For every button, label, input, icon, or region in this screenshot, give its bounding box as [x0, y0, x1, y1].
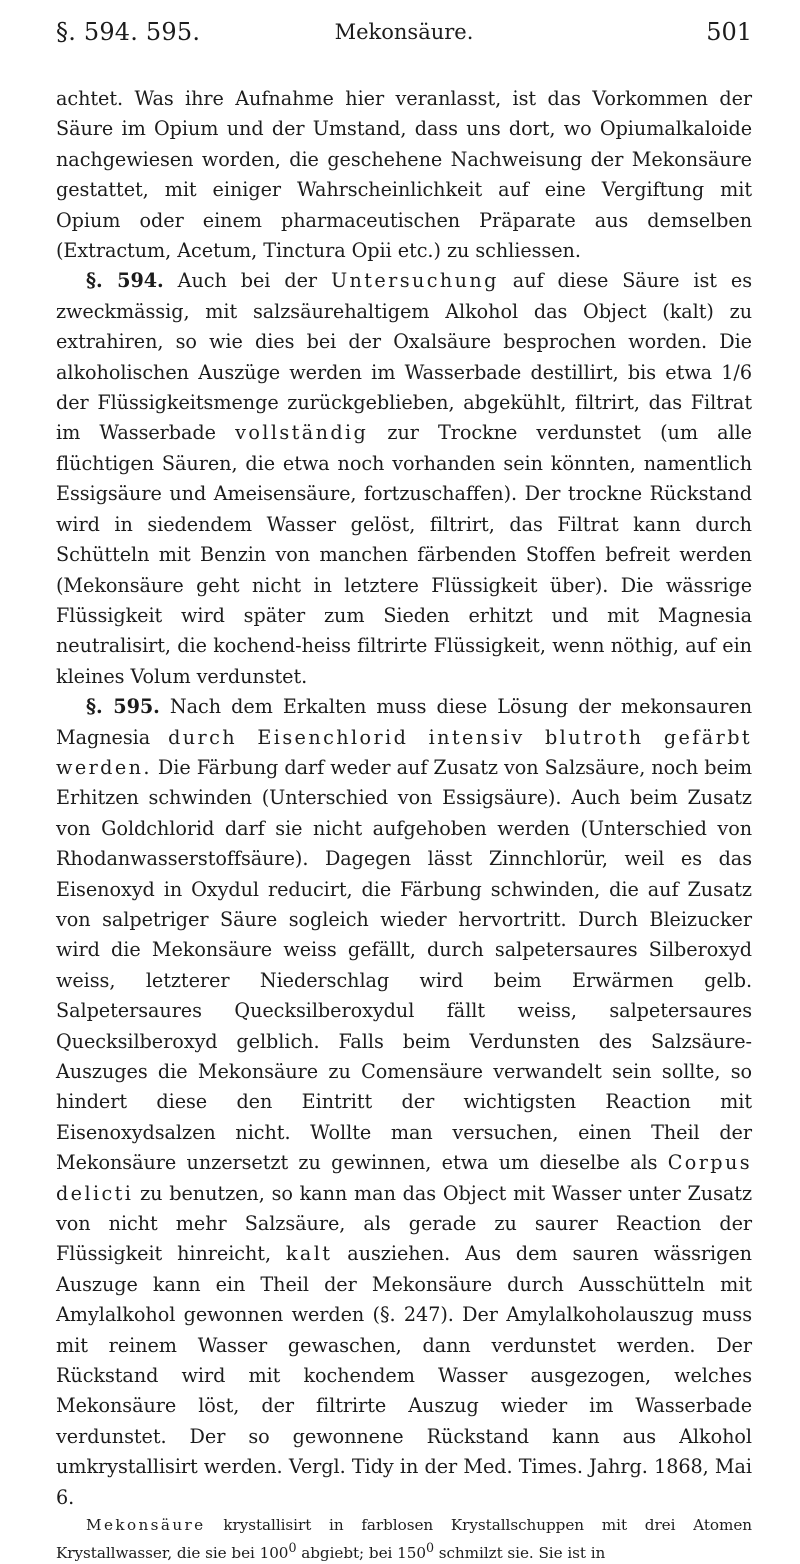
header-section-number: §. 594. 595.	[56, 18, 201, 46]
small-print-note: Mekonsäure krystallisirt in farblosen Krystallschuppen mit drei Atomen Krystallwasser, die sie bei $100^0$ abgiebt; bei $150^0$ schmilzt sie. Sie ist in	[56, 1516, 752, 1562]
spaced-mekonsaeure: Mekonsäure	[86, 1516, 206, 1535]
header-title: Mekonsäure.	[334, 20, 474, 44]
page-number: 501	[706, 18, 752, 46]
page-body	[56, 84, 752, 1564]
spaced-eisenchlorid-test: durch Eisenchlorid intensiv blutroth gefärbt werden.	[56, 725, 753, 779]
fraction-one-sixth: 1/6	[721, 360, 752, 384]
section-594-label: §. 594.	[86, 269, 164, 293]
spaced-corpus-delicti: Corpus delicti	[56, 1151, 752, 1205]
spaced-vollstaendig: vollständig	[235, 421, 369, 445]
degree-mark: 0	[288, 1539, 297, 1555]
paragraph-continuation: achtet. Was ihre Aufnahme hier veranlasst, ist das Vorkommen der Säure im Opium und der Umstand, dass uns dort, wo Opiumalkaloide nachgewiesen worden, die geschehene Nachweisung der Mekonsäure gestattet, mit einiger Wahrscheinlichkeit auf eine Vergiftung mit Opium oder einem pharmaceutischen Präparate aus demselben (Extractum, Acetum, Tinctura Opii etc.) zu schliessen.	[56, 87, 752, 263]
running-header	[56, 18, 752, 62]
degree-mark: 0	[425, 1539, 434, 1555]
paragraph-595: §. 595. Nach dem Erkalten muss diese Lösung der mekonsauren Magnesia durch Eisenchlorid intensiv blutroth gefärbt werden. Die Färbung darf weder auf Zusatz von Salzsäure, noch beim Erhitzen schwinden (Unterschied von Essigsäure). Auch beim Zusatz von Goldchlorid darf sie nicht aufgehoben werden (Unterschied von Rhodanwasserstoffsäure). Dagegen lässt Zinnchlorür, weil es das Eisenoxyd in Oxydul reducirt, die Färbung schwinden, die auf Zusatz von salpetriger Säure sogleich wieder hervortritt. Durch Bleizucker wird die Mekonsäure weiss gefällt, durch salpetersaures Silberoxyd weiss, letzterer Niederschlag wird beim Erwärmen gelb. Salpetersaures Quecksilberoxydul fällt weiss, salpetersaures Quecksilberoxyd gelblich. Falls beim Verdunsten des Salzsäure-Auszuges die Mekonsäure zu Comensäure verwandelt sein sollte, so hindert diese den Eintritt der wichtigsten Reaction mit Eisenoxydsalzen nicht. Wollte man versuchen, einen Theil der Mekonsäure unzersetzt zu gewinnen, etwa um dieselbe als Corpus delicti zu benutzen, so kann man das Object mit Wasser unter Zusatz von nicht mehr Salzsäure, als gerade zu saurer Reaction der Flüssigkeit hinreicht, kalt ausziehen. Aus dem sauren wässrigen Auszuge kann ein Theil der Mekonsäure durch Ausschütteln mit Amylalkohol gewonnen werden (§. 247). Der Amylalkoholauszug muss mit reinem Wasser gewaschen, dann verdunstet werden. Der Rückstand wird mit kochendem Wasser ausgezogen, welches Mekonsäure löst, der filtrirte Auszug wieder im Wasserbade verdunstet. Der so gewonnene Rückstand kann aus Alkohol umkrystallisirt werden. Vergl. Tidy in der Med. Times. Jahrg. 1868, Mai 6.	[56, 695, 753, 1509]
section-595-label: §. 595.	[86, 695, 160, 719]
paragraph-594: §. 594. Auch bei der Untersuchung auf diese Säure ist es zweckmässig, mit salzsäurehaltigem Alkohol das Object (kalt) zu extrahiren, so wie dies bei der Oxalsäure besprochen worden. Die alkoholischen Auszüge werden im Wasserbade destillirt, bis etwa 1/6 der Flüssigkeitsmenge zurückgeblieben, abgekühlt, filtrirt, das Filtrat im Wasserbade vollständig zur Trockne verdunstet (um alle flüchtigen Säuren, die etwa noch vorhanden sein könnten, namentlich Essigsäure und Ameisensäure, fortzuschaffen). Der trockne Rückstand wird in siedendem Wasser gelöst, filtrirt, das Filtrat kann durch Schütteln mit Benzin von manchen färbenden Stoffen befreit werden (Mekonsäure geht nicht in letztere Flüssigkeit über). Die wässrige Flüssigkeit wird später zum Sieden erhitzt und mit Magnesia neutralisirt, die kochend-heiss filtrirte Flüssigkeit, wenn nöthig, auf ein kleines Volum verdunstet.	[56, 269, 752, 688]
spaced-kalt: kalt	[285, 1242, 333, 1266]
spaced-untersuchung: Untersuchung	[330, 269, 499, 293]
